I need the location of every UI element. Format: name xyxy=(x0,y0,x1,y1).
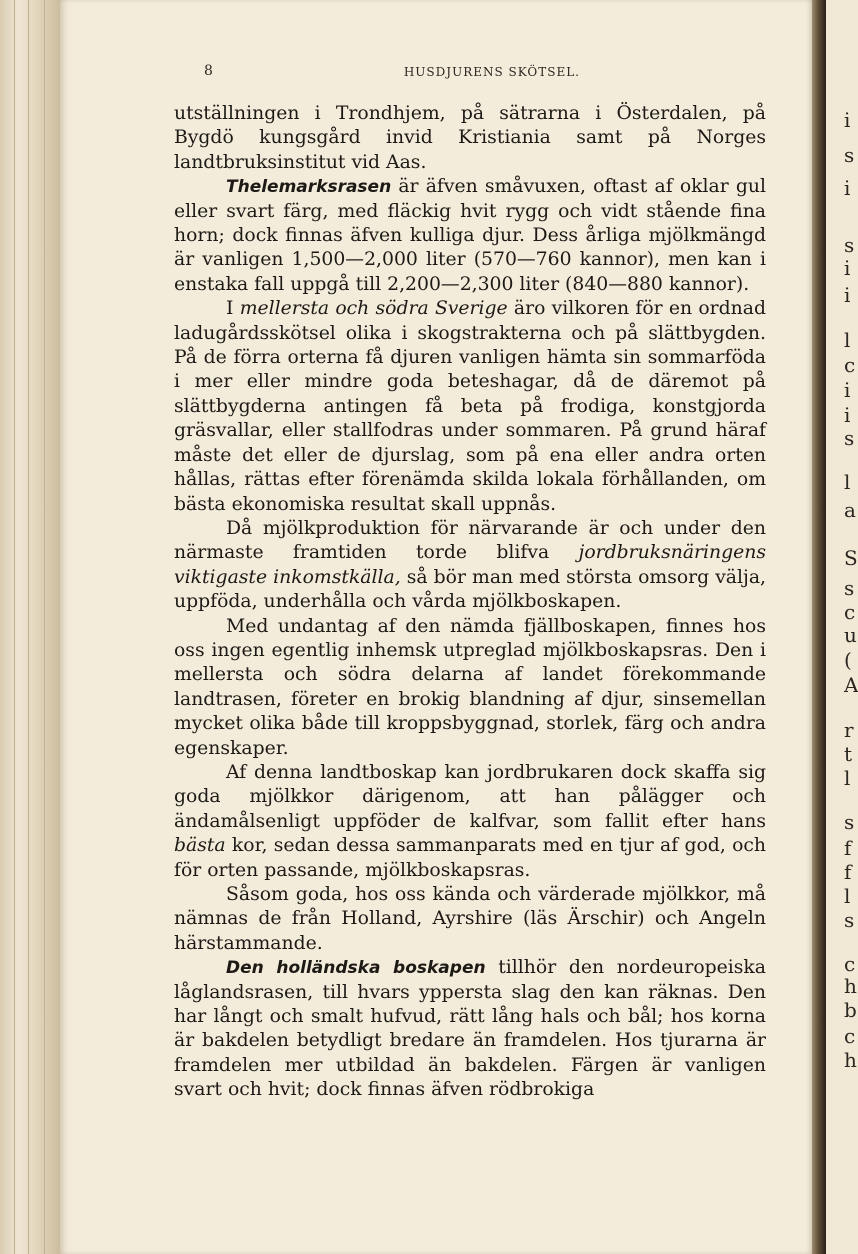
adjacent-page-letter: c xyxy=(844,353,856,377)
adjacent-page-letter: u xyxy=(844,623,857,647)
adjacent-page-letter: s xyxy=(844,233,855,257)
adjacent-page-letter: s xyxy=(844,908,855,932)
adjacent-page-letter: s xyxy=(844,576,855,600)
paragraph-mjolkproduktion: Då mjölkproduktion för närvarande är och under den närmaste framtiden torde blifva jordbruksnäringens viktigaste inkomstkälla, så bör man med största omsorg välja, uppföda, underhålla och vårda mjölkboskapen. xyxy=(174,517,767,613)
page-number: 8 xyxy=(204,63,213,79)
adjacent-page-letter: c xyxy=(844,1024,856,1048)
term-basta: bästa xyxy=(174,835,226,857)
adjacent-page-letter: h xyxy=(844,1048,857,1072)
adjacent-page-letter: b xyxy=(844,998,857,1022)
term-hollandska-boskapen: Den holländska boskapen xyxy=(226,958,486,979)
adjacent-page-letter: i xyxy=(844,176,851,200)
adjacent-page-letter: A xyxy=(844,673,858,697)
adjacent-page-letter: l xyxy=(844,328,851,352)
adjacent-page-letter: S xyxy=(844,546,858,570)
book-gutter xyxy=(812,0,826,1254)
adjacent-page-letter: s xyxy=(844,143,855,167)
term-mellersta-sverige: mellersta och södra Sverige xyxy=(239,298,508,320)
adjacent-page-letter: f xyxy=(844,836,852,860)
adjacent-page-letter: i xyxy=(844,108,851,132)
adjacent-page-edge xyxy=(826,0,858,1254)
adjacent-page-letter: c xyxy=(844,600,856,624)
paragraph-goda-mjolkkor: Såsom goda, hos oss kända och värderade mjölkkor, må nämnas de från Holland, Ayrshire (läs Ärschir) och Angeln härstammande. xyxy=(174,884,766,954)
adjacent-page-letter: r xyxy=(844,718,854,742)
page-header xyxy=(204,63,580,85)
paragraph-continuation: utställningen i Trondhjem, på sätrarna i Österdalen, på Bygdö kungsgård invid Kristiania samt på Norges landtbruksinstitut vid Aas. xyxy=(174,103,766,173)
term-thelemarksrasen: Thelemarksrasen xyxy=(226,177,392,198)
adjacent-page-letter: i xyxy=(844,256,851,280)
paragraph-thelemark: Thelemarksrasen är äfven småvuxen, oftast af oklar gul eller svart färg, med fläckig hvit rygg och vidt stående fina horn; dock finnas äfven kulliga djur. Dess årliga mjölkmängd är vanligen 1,500—2,000 liter (570—760 kannor), men kan i enstaka fall uppgå till 2,200—2,300 liter (840—880 kannor). xyxy=(174,176,766,295)
adjacent-page-letter: s xyxy=(844,810,855,834)
adjacent-page-letter: f xyxy=(844,860,852,884)
adjacent-page-letter: h xyxy=(844,974,857,998)
adjacent-page-letter: t xyxy=(844,742,853,766)
adjacent-page-letter: i xyxy=(844,283,851,307)
adjacent-page-letter: ( xyxy=(844,648,852,672)
paragraph-landtboskap: Af denna landtboskap kan jordbrukaren dock skaffa sig goda mjölkkor därigenom, att han pålägger och ändamålsenligt uppföder de kalfvar, som fallit efter hans bästa kor, sedan dessa sammanparats med en tjur af god, och för orten passande, mjölkboskapsras. xyxy=(174,761,766,881)
adjacent-page-letter: i xyxy=(844,403,851,427)
paragraph-undantag: Med undantag af den nämda fjällboskapen, finnes hos oss ingen egentlig inhemsk utpreglad mjölkboskapsras. Den i mellersta och södra delarna af landet förekommande landtrasen, företer en brokig blandning af djur, sinsemellan mycket olika både till kroppsbyggnad, storlek, färg och andra egenskaper. xyxy=(174,615,766,759)
adjacent-page-letter: c xyxy=(844,952,856,976)
book-edge-left xyxy=(0,0,60,1254)
adjacent-page-letter: i xyxy=(844,378,851,402)
adjacent-page-letter: a xyxy=(844,498,856,522)
adjacent-page-letter: l xyxy=(844,766,851,790)
adjacent-page-letter: s xyxy=(844,426,855,450)
paragraph-hollandska: Den holländska boskapen tillhör den nordeuropeiska låglandsrasen, till hvars yppersta slag den kan räknas. Den har långt och smalt hufvud, rätt lång hals och bål; hos korna är bakdelen betydligt bredare än framdelen. Hos tjurarna är framdelen mer utbildad än bakdelen. Färgen är vanligen svart och hvit; dock finnas äfven rödbrokiga xyxy=(174,957,766,1101)
term-inkomstkalla: jordbruksnäringens viktigaste inkomstkälla, xyxy=(174,542,766,588)
adjacent-page-letter: l xyxy=(844,470,851,494)
paragraph-mellersta-sverige: I mellersta och södra Sverige äro vilkoren för en ordnad ladugårdsskötsel olika i skogstrakterna och på slättbygden. På de förra orterna få djuren vanligen hämta sin sommarföda i mer eller mindre goda beteshagar, då de däremot på slättbygderna antingen få beta på frodiga, konstgjorda gräsvallar, eller stallfodras under sommaren. På grund häraf måste det eller de djurslag, som på ena eller andra orten hållas, rättas efter förenämda skilda lokala förhållanden, om bästa ekonomiska resultat skall uppnås. xyxy=(174,298,767,515)
adjacent-page-letter: l xyxy=(844,884,851,908)
running-title: HUSDJURENS SKÖTSEL. xyxy=(403,65,580,79)
body-text xyxy=(174,102,766,1103)
